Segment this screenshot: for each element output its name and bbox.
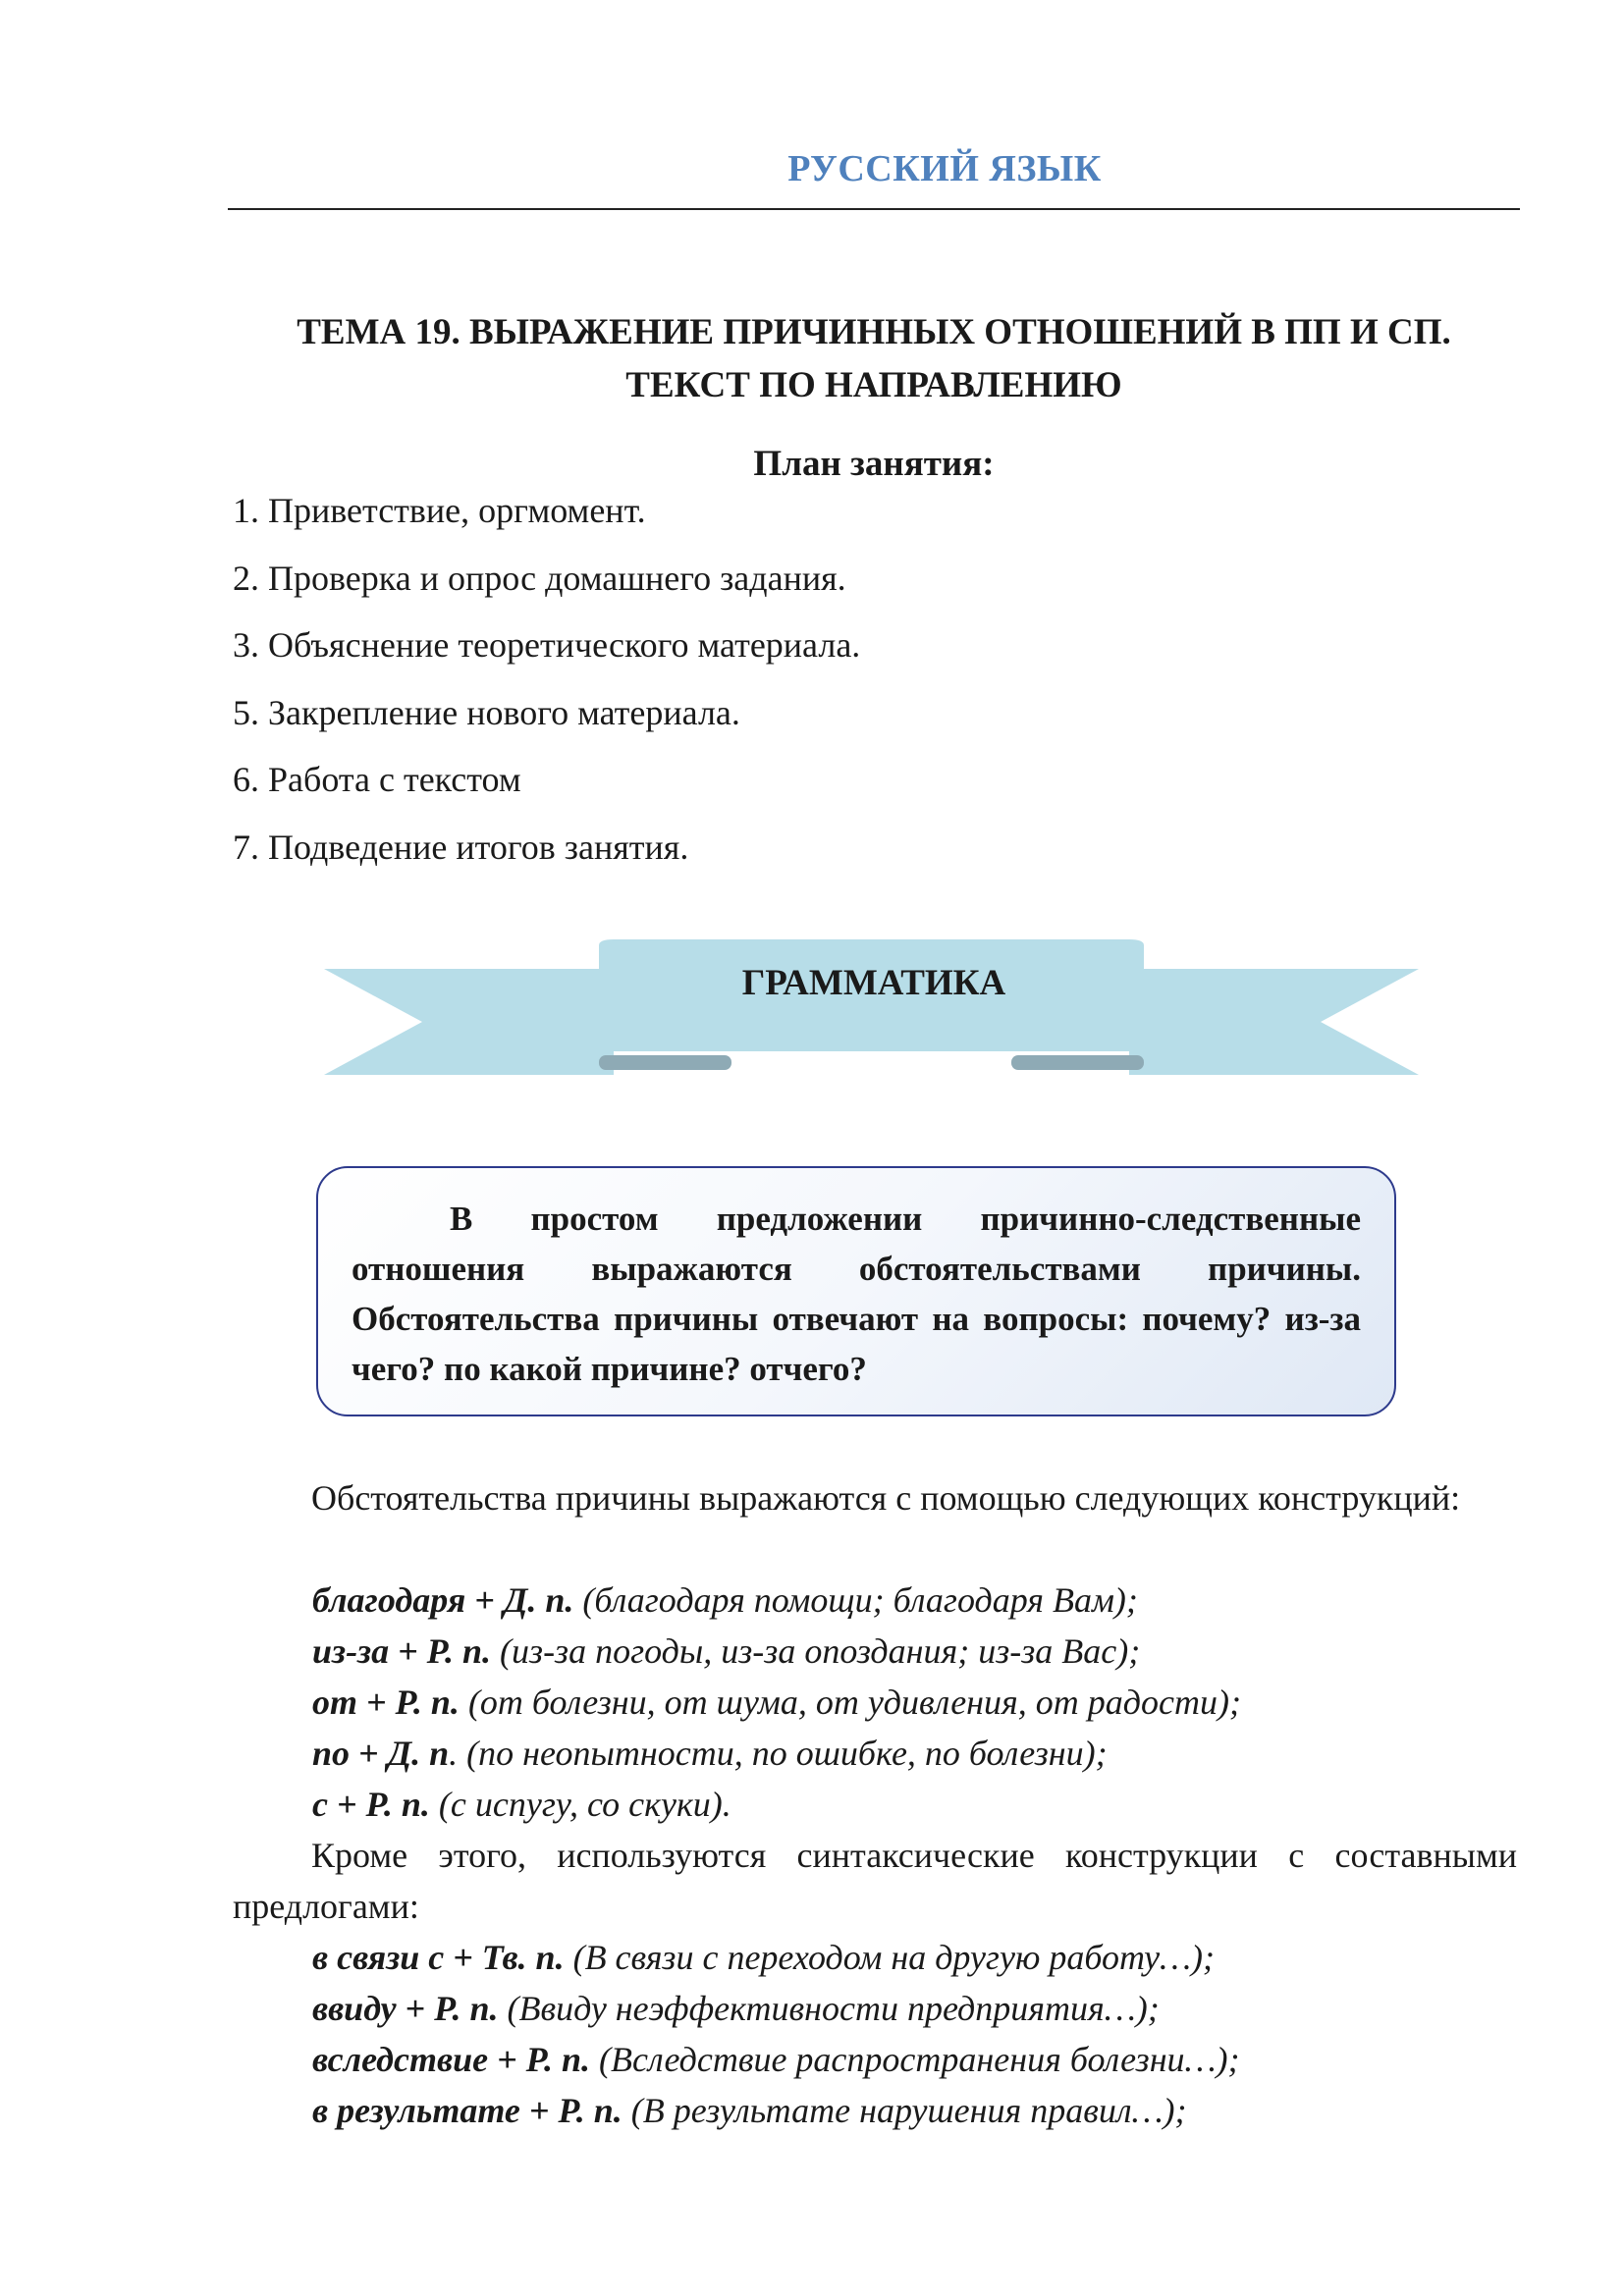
- construction-example: (В связи с переходом на другую работу…);: [564, 1938, 1216, 1977]
- plan-item: 7. Подведение итогов занятия.: [233, 827, 689, 867]
- page-header-title: РУССКИЙ ЯЗЫК: [787, 148, 1102, 189]
- construction-item: [312, 1983, 1240, 2034]
- construction-item: [312, 1575, 1241, 1626]
- construction-preposition: ввиду + Р. п.: [312, 1989, 499, 2028]
- intro-paragraph: Обстоятельства причины выражаются с помощью следующих конструкций:: [311, 1478, 1461, 1518]
- banner-label: ГРАММАТИКА: [741, 963, 1006, 1003]
- plan-item: 1. Приветствие, оргмомент.: [233, 491, 646, 530]
- compound-paragraph: Кроме этого, используются синтаксические конструкции с составными предлогами:: [233, 1836, 1517, 1926]
- rule-box: [316, 1166, 1396, 1416]
- construction-preposition: с + Р. п.: [312, 1785, 430, 1824]
- construction-item: [312, 1728, 1241, 1779]
- construction-example: (Вследствие распространения болезни…);: [590, 2040, 1240, 2079]
- construction-item: [312, 1677, 1241, 1728]
- construction-example: (Ввиду неэффективности предприятия…);: [498, 1989, 1160, 2028]
- ribbon-left-tail: [324, 969, 614, 1075]
- ribbon-right-fold: [1011, 1055, 1144, 1070]
- plan-item: 6. Работа с текстом: [233, 760, 521, 799]
- compound-constructions-list: [312, 1932, 1240, 2136]
- construction-example: (благодаря помощи; благодаря Вам);: [573, 1580, 1138, 1620]
- construction-example: (из-за погоды, из-за опоздания; из-за Вас);: [491, 1631, 1141, 1671]
- construction-preposition: благодаря + Д. п.: [312, 1580, 574, 1620]
- plan-item: 5. Закрепление нового материала.: [233, 692, 740, 732]
- construction-example: . (по неопытности, по ошибке, по болезни);: [449, 1734, 1108, 1773]
- plan-item: 3. Объяснение теоретического материала.: [233, 625, 861, 665]
- construction-preposition: в результате + Р. п.: [312, 2091, 623, 2130]
- header-divider: [228, 208, 1520, 210]
- construction-example: (с испугу, со скуки).: [429, 1785, 731, 1824]
- construction-item: [312, 2034, 1240, 2085]
- ribbon-right-tail: [1129, 969, 1419, 1075]
- construction-item: [312, 1626, 1241, 1677]
- ribbon-left-fold: [599, 1055, 731, 1070]
- construction-preposition: в связи с + Тв. п.: [312, 1938, 565, 1977]
- construction-item: [312, 1932, 1240, 1983]
- construction-preposition: от + Р. п.: [312, 1682, 460, 1722]
- plan-list: [233, 483, 860, 886]
- construction-preposition: по + Д. п: [312, 1734, 450, 1773]
- topic-title: [228, 306, 1520, 412]
- construction-preposition: вследствие + Р. п.: [312, 2040, 590, 2079]
- topic-title-line-1: ТЕМА 19. ВЫРАЖЕНИЕ ПРИЧИННЫХ ОТНОШЕНИЙ В ПП И СП.: [297, 312, 1451, 352]
- plan-heading: План занятия:: [753, 444, 995, 484]
- rule-text: В простом предложении причинно-следственные отношения выражаются обстоятельствами причины. Обстоятельства причины отвечают на вопросы: почему? из-за чего? по какой причине? отчего?: [352, 1200, 1361, 1388]
- construction-preposition: из-за + Р. п.: [312, 1631, 492, 1671]
- construction-example: (В результате нарушения правил…);: [622, 2091, 1187, 2130]
- construction-item: [312, 1779, 1241, 1830]
- plan-item: 2. Проверка и опрос домашнего задания.: [233, 558, 846, 598]
- construction-example: (от болезни, от шума, от удивления, от радости);: [459, 1682, 1241, 1722]
- topic-title-line-2: ТЕКСТ ПО НАПРАВЛЕНИЮ: [625, 365, 1122, 405]
- construction-item: [312, 2085, 1240, 2136]
- simple-constructions-list: [312, 1575, 1241, 1830]
